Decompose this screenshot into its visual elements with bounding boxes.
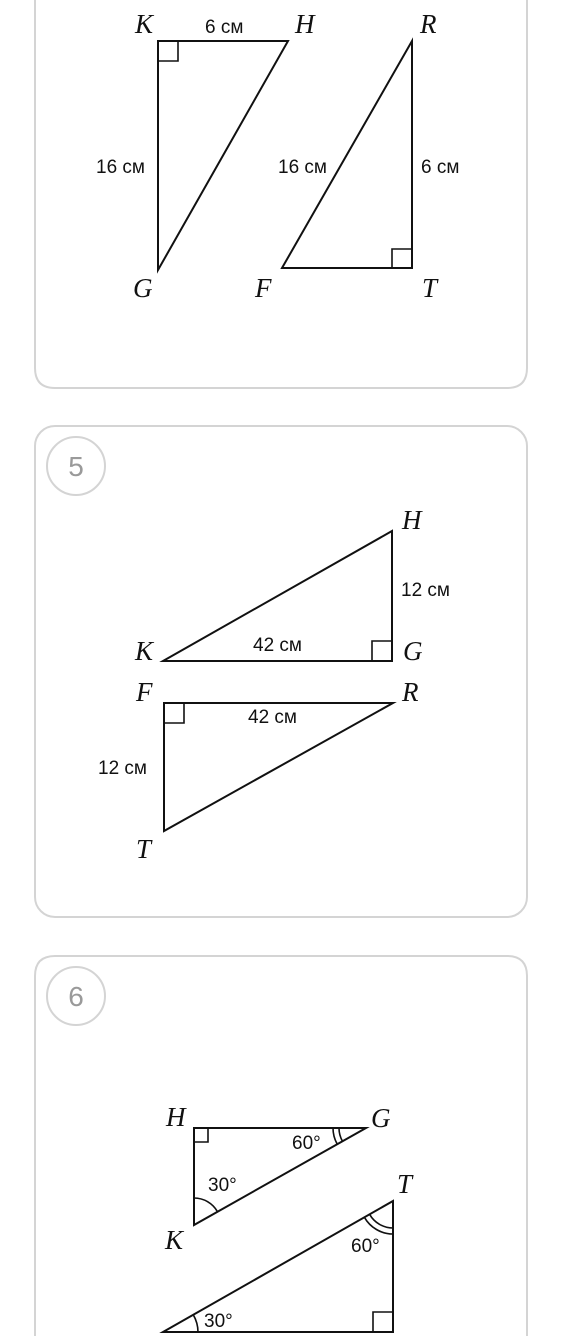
problem-number-badge bbox=[47, 967, 105, 1025]
problem-card-4 bbox=[35, 0, 527, 388]
vertex-label-k: K bbox=[135, 636, 154, 666]
vertex-label-g: G bbox=[403, 636, 423, 666]
angle-label-t: 60° bbox=[351, 1236, 380, 1257]
angle-label-g: 60° bbox=[292, 1133, 321, 1154]
vertex-label-h: H bbox=[295, 9, 315, 39]
vertex-label-f: F bbox=[255, 273, 272, 303]
angle-label-k: 30° bbox=[208, 1175, 237, 1196]
angle-label-bottom: 30° bbox=[204, 1311, 233, 1332]
vertex-label-k: K bbox=[135, 9, 154, 39]
side-length-ft: 12 см bbox=[98, 758, 147, 779]
vertex-label-t: T bbox=[422, 273, 438, 303]
problem-number: 5 bbox=[68, 451, 84, 482]
vertex-label-g: G bbox=[133, 273, 153, 303]
card-outline bbox=[35, 426, 527, 917]
problem-card-5 bbox=[35, 426, 527, 917]
vertex-label-r: R bbox=[402, 677, 419, 707]
vertex-label-h: H bbox=[402, 505, 422, 535]
vertex-label-t: T bbox=[136, 834, 152, 864]
side-length-kg: 42 см bbox=[253, 635, 302, 656]
problem-number-badge bbox=[47, 437, 105, 495]
card-outline bbox=[35, 0, 527, 388]
card-outline bbox=[35, 956, 527, 1336]
vertex-label-t: T bbox=[397, 1169, 413, 1199]
vertex-label-r: R bbox=[420, 9, 437, 39]
side-length-kh: 6 см bbox=[205, 17, 244, 38]
vertex-label-h: H bbox=[166, 1102, 186, 1132]
vertex-label-f: F bbox=[136, 677, 153, 707]
problem-card-6 bbox=[35, 956, 527, 1336]
vertex-label-k: K bbox=[165, 1225, 184, 1255]
side-length-rt: 6 см bbox=[421, 157, 460, 178]
side-length-kg: 16 см bbox=[96, 157, 145, 178]
vertex-label-g: G bbox=[371, 1103, 391, 1133]
side-length-fr: 42 см bbox=[248, 707, 297, 728]
side-length-hg: 12 см bbox=[401, 580, 450, 601]
side-length-rf: 16 см bbox=[278, 157, 327, 178]
problem-number: 6 bbox=[68, 981, 84, 1012]
